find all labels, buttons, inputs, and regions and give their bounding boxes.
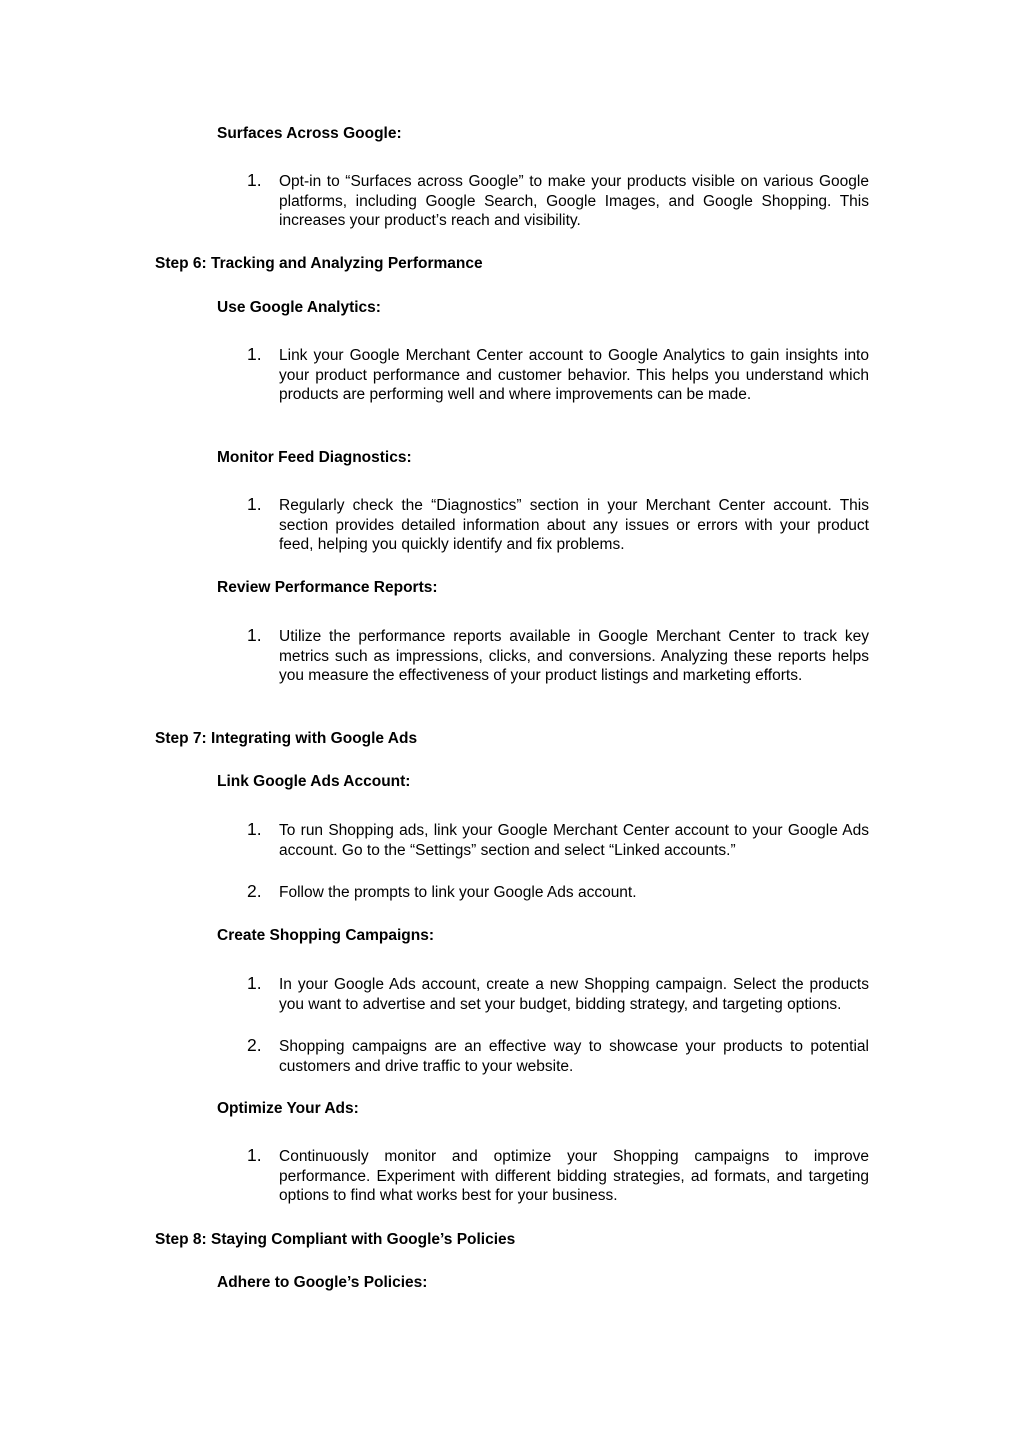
list-text: Opt-in to “Surfaces across Google” to make your products visible on various Google platforms, including Google Search, Google Images, and Google Shopping. This increases your product’s reach and visibility. [279, 173, 869, 230]
list-text: Shopping campaigns are an effective way to showcase your products to potential customers and drive traffic to your website. [279, 1038, 869, 1075]
heading-step-7: Step 7: Integrating with Google Ads [155, 730, 418, 747]
heading-monitor-feed-diagnostics: Monitor Feed Diagnostics: [217, 449, 412, 466]
heading-review-performance-reports: Review Performance Reports: [217, 579, 438, 596]
list-number: 2. [247, 1035, 262, 1055]
list-item [247, 1147, 869, 1206]
heading-step-6: Step 6: Tracking and Analyzing Performance [155, 255, 483, 272]
heading-step-8: Step 8: Staying Compliant with Google’s Policies [155, 1231, 516, 1248]
list-number: 1. [247, 170, 262, 190]
list-number: 2. [247, 881, 262, 901]
heading-optimize-your-ads: Optimize Your Ads: [217, 1100, 359, 1117]
heading-adhere-to-googles-policies: Adhere to Google’s Policies: [217, 1274, 428, 1291]
list-text: Regularly check the “Diagnostics” section in your Merchant Center account. This section provides detailed information about any issues or errors with your product feed, helping you quickly identify and fix problems. [279, 497, 869, 554]
list-number: 1. [247, 819, 262, 839]
list-number: 1. [247, 494, 262, 514]
heading-create-shopping-campaigns: Create Shopping Campaigns: [217, 927, 435, 944]
list-text: In your Google Ads account, create a new Shopping campaign. Select the products you want to advertise and set your budget, bidding strategy, and targeting options. [279, 976, 869, 1013]
list-text: Follow the prompts to link your Google Ads account. [279, 884, 637, 901]
list-item [247, 172, 869, 231]
list-item [247, 883, 869, 903]
list-item [247, 975, 869, 1014]
heading-surfaces-across-google: Surfaces Across Google: [217, 125, 402, 142]
list-text: Continuously monitor and optimize your Shopping campaigns to improve performance. Experiment with different bidding strategies, ad formats, and targeting options to find what works best for your business. [279, 1148, 869, 1205]
heading-use-google-analytics: Use Google Analytics: [217, 299, 381, 316]
heading-link-google-ads-account: Link Google Ads Account: [217, 773, 411, 790]
list-number: 1. [247, 344, 262, 364]
list-number: 1. [247, 973, 262, 993]
list-number: 1. [247, 625, 262, 645]
list-text: Link your Google Merchant Center account to Google Analytics to gain insights into your product performance and customer behavior. This helps you understand which products are performing well and where improvements can be made. [279, 347, 869, 404]
list-item [247, 821, 869, 860]
list-number: 1. [247, 1145, 262, 1165]
list-item [247, 1037, 869, 1076]
list-text: To run Shopping ads, link your Google Merchant Center account to your Google Ads account. Go to the “Settings” section and select “Linked accounts.” [279, 822, 869, 859]
list-text: Utilize the performance reports available in Google Merchant Center to track key metrics such as impressions, clicks, and conversions. Analyzing these reports helps you measure the effectiveness of your product listings and marketing efforts. [279, 628, 869, 685]
list-item [247, 627, 869, 686]
list-item [247, 496, 869, 555]
list-item [247, 346, 869, 405]
